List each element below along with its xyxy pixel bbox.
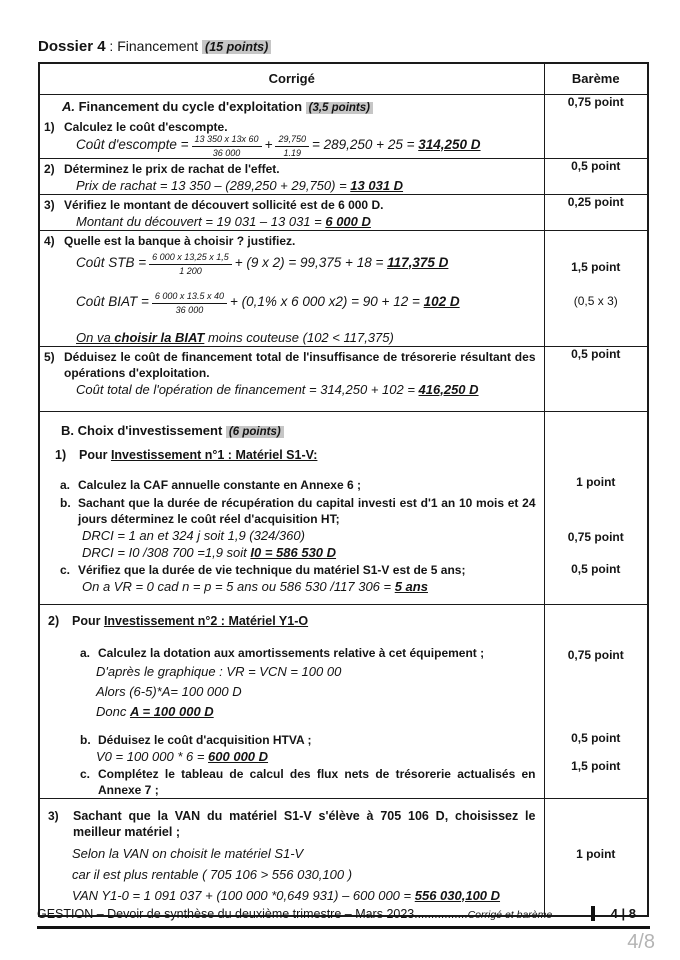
row-q2 — [39, 158, 648, 194]
question-1 — [40, 119, 544, 135]
van-answer-line3 — [72, 887, 544, 904]
table-header-row — [39, 63, 648, 94]
answer-3-expression: Montant du découvert = 19 031 – 13 031 = — [76, 213, 326, 229]
answer-1-formula — [76, 135, 544, 158]
item-c-text: Vérifiez que la durée de vie technique du matériel S1-V est de 5 ans; — [78, 562, 466, 577]
bareme-invest2-b: 0,5 point — [571, 730, 621, 745]
van-question — [40, 808, 544, 840]
invest1-item-c — [40, 562, 544, 578]
invest1-item-b — [40, 495, 544, 527]
invest1-drci-line2 — [82, 544, 544, 561]
conclusion-suffix: moins couteuse (102 < 117,375) — [204, 329, 394, 345]
fraction-1-denominator: 36 000 — [212, 147, 241, 158]
answer-5-result: 416,250 D — [418, 381, 479, 397]
biat-result: 102 D — [423, 293, 460, 309]
biat-fraction — [152, 292, 227, 315]
item-b-text: Sachant que la durée de récupération du capital investi est d'1 an 10 mois et 24 jours déterminez le coût réel d'acquisition HT; — [78, 495, 536, 526]
question-5 — [40, 349, 544, 381]
invest2-graph-line1: D'après le graphique : VR = VCN = 100 00 — [96, 663, 342, 679]
invest2-item-a — [40, 645, 544, 661]
item-c-label: c. — [60, 562, 71, 577]
formula-middle: = 289,250 + 25 = — [312, 136, 419, 152]
page-counter-watermark: 4/8 — [627, 931, 655, 953]
answer-3-result: 6 000 D — [325, 213, 371, 229]
invest1-title: Investissement n°1 : Matériel S1-V: — [110, 447, 318, 462]
biat-numerator: 6 000 x 13.5 x 40 — [152, 292, 227, 304]
correction-table — [38, 62, 649, 917]
section-a-heading — [40, 98, 544, 117]
donc-prefix: Donc — [96, 703, 130, 719]
stb-prefix: Coût STB = — [76, 254, 147, 270]
invest2-graph-line2: Alors (6-5)*A= 100 000 D — [96, 683, 242, 699]
question-1-number: 1) — [44, 119, 55, 134]
answer-4-biat-formula — [76, 292, 544, 315]
invest1-item-a — [40, 477, 544, 493]
biat-denominator: 36 000 — [175, 304, 204, 315]
question-5-text: Déduisez le coût de financement total de l'insuffisance de trésorerie résultant des opérations d'exploitation. — [64, 349, 536, 380]
conclusion-choice: choisir la BIAT — [114, 329, 205, 345]
fraction-2-numerator: 29,750 — [275, 135, 309, 147]
item2-c-text: Complétez le tableau de calcul des flux nets de trésorerie actualisés en Annexe 7 ; — [98, 766, 536, 797]
bareme-q3: 0,25 point — [567, 194, 624, 209]
v0-expression: V0 = 100 000 * 6 = — [96, 748, 209, 764]
bareme-invest2-c: 1,5 point — [571, 758, 621, 773]
fraction-2 — [275, 135, 309, 158]
invest2-v0-line — [96, 748, 544, 765]
question-2-text: Déterminez le prix de rachat de l'effet. — [64, 161, 280, 176]
question-1-text: Calculez le coût d'escompte. — [64, 119, 228, 134]
section-b-letter: B. — [61, 422, 74, 438]
footer-dots: ................ — [414, 907, 468, 921]
stb-numerator: 6 000 x 13,25 x 1,5 — [149, 253, 232, 265]
page-title — [38, 38, 271, 55]
section-a-letter: A. — [62, 98, 75, 114]
question-3-text: Vérifiez le montant de découvert sollicité est de 6 000 D. — [64, 197, 384, 212]
answer-3 — [76, 213, 544, 230]
item2-a-text: Calculez la dotation aux amortissements relative à cet équipement ; — [98, 645, 485, 660]
answer-5-expression: Coût total de l'opération de financement = 314,250 + 102 = — [76, 381, 419, 397]
v0-result: 600 000 D — [208, 748, 269, 764]
dossier-label: Dossier 4 — [38, 38, 106, 55]
plus-sign: + — [264, 136, 273, 152]
invest1-number: 1) — [55, 447, 67, 462]
invest2-graph-line3 — [96, 703, 544, 720]
item2-c-label: c. — [80, 766, 91, 781]
biat-middle: + (0,1% x 6 000 x2) = 90 + 12 = — [229, 293, 424, 309]
item2-a-label: a. — [80, 645, 91, 660]
row-q1 — [39, 94, 648, 158]
stb-result: 117,375 D — [387, 254, 449, 270]
bareme-invest2-a: 0,75 point — [567, 647, 624, 662]
item2-b-text: Déduisez le coût d'acquisition HTVA ; — [98, 732, 312, 747]
dossier-points-badge: (15 points) — [202, 40, 271, 54]
answer-2-result: 13 031 D — [350, 177, 404, 193]
bareme-q5: 0,5 point — [571, 346, 621, 361]
van-question-text: Sachant que la VAN du matériel S1-V s'élève à 705 106 D, choisissez le meilleur matériel ; — [73, 808, 536, 839]
invest1-drci-line1: DRCI = 1 an et 324 j soit 1,9 (324/360) — [82, 527, 305, 543]
invest2-item-b — [40, 732, 544, 748]
item-a-label: a. — [60, 477, 71, 492]
fraction-1-numerator: 13 350 x 13x 60 — [192, 135, 262, 147]
invest1-vr-line — [82, 578, 544, 595]
page-footer — [37, 906, 650, 929]
question-3 — [40, 197, 544, 213]
answer-1-result: 314,250 D — [418, 136, 481, 152]
row-q3 — [39, 194, 648, 230]
invest1-prefix: Pour — [79, 447, 111, 462]
question-4 — [40, 233, 544, 249]
answer-2-expression: Prix de rachat = 13 350 – (289,250 + 29,750) = — [76, 177, 351, 193]
question-4-number: 4) — [44, 233, 55, 248]
section-b-heading — [40, 422, 544, 441]
donc-result: A = 100 000 D — [129, 703, 214, 719]
stb-denominator: 1 200 — [179, 265, 202, 276]
bareme-q2: 0,5 point — [571, 158, 621, 173]
conclusion-prefix: On va — [76, 329, 115, 345]
question-5-number: 5) — [44, 349, 55, 364]
question-3-number: 3) — [44, 197, 55, 212]
footer-separator-bar — [591, 906, 595, 921]
section-b-title: Choix d'investissement — [74, 422, 226, 438]
bareme-q4-detail: (0,5 x 3) — [573, 293, 618, 308]
stb-fraction — [149, 253, 232, 276]
item2-b-label: b. — [80, 732, 91, 747]
invest2-item-c — [40, 766, 544, 798]
invest2-prefix: Pour — [72, 613, 104, 628]
section-b-points-badge: (6 points) — [226, 426, 284, 438]
vr-expression: On a VR = 0 cad n = p = 5 ans ou 586 530 /117 306 = — [82, 578, 395, 594]
van-result: 556 030,100 D — [414, 887, 501, 903]
dossier-subject: Financement — [117, 38, 203, 54]
fraction-2-denominator: 1.19 — [283, 147, 301, 158]
row-invest2 — [39, 604, 648, 798]
row-van — [39, 798, 648, 916]
invest1-heading — [40, 447, 544, 463]
question-2 — [40, 161, 544, 177]
van-answer-line1: Selon la VAN on choisit le matériel S1-V — [72, 845, 304, 861]
question-2-number: 2) — [44, 161, 55, 176]
conclusion-underlined — [76, 330, 204, 345]
footer-course-title: GESTION – Devoir de synthèse du deuxième trimestre – Mars 2023 — [37, 907, 415, 921]
fraction-1 — [192, 135, 262, 158]
bareme-invest1-c: 0,5 point — [571, 561, 621, 576]
invest2-number: 2) — [48, 613, 60, 628]
answer-4-stb-formula — [76, 253, 544, 276]
formula-prefix: Coût d'escompte = — [76, 136, 189, 152]
van-expression: VAN Y1-0 = 1 091 037 + (100 000 *0,649 931) – 600 000 = — [72, 887, 415, 903]
vr-result: 5 ans — [394, 578, 428, 594]
van-answer-line2: car il est plus rentable ( 705 106 > 556 030,100 ) — [72, 866, 353, 882]
bareme-invest1-b: 0,75 point — [567, 529, 624, 544]
bareme-header-cell: Barème — [544, 63, 648, 94]
item-b-label: b. — [60, 495, 71, 510]
answer-2 — [76, 177, 544, 194]
section-a-title: Financement du cycle d'exploitation — [75, 98, 306, 114]
footer-page-number: 4 | 8 — [610, 906, 636, 921]
drci2-expression: DRCI = I0 /308 700 =1,9 soit — [82, 544, 251, 560]
title-separator: : — [105, 38, 118, 54]
bareme-q1: 0,75 point — [567, 94, 624, 109]
biat-prefix: Coût BIAT = — [76, 293, 149, 309]
bareme-van: 1 point — [576, 846, 616, 861]
drci2-result: I0 = 586 530 D — [250, 544, 337, 560]
section-a-points-badge: (3,5 points) — [306, 102, 373, 114]
item-a-text: Calculez la CAF annuelle constante en Annexe 6 ; — [78, 477, 361, 492]
answer-5 — [76, 381, 544, 398]
invest2-title: Investissement n°2 : Matériel Y1-O — [103, 613, 309, 628]
row-q5 — [39, 346, 648, 411]
bareme-invest1-a: 1 point — [576, 474, 616, 489]
stb-middle: + (9 x 2) = 99,375 + 18 = — [234, 254, 388, 270]
question-4-text: Quelle est la banque à choisir ? justifiez. — [64, 233, 296, 248]
answer-4-conclusion — [76, 329, 544, 346]
row-invest1 — [39, 411, 648, 604]
invest2-heading — [40, 613, 544, 629]
van-question-number: 3) — [48, 808, 59, 823]
bareme-q4-main: 1,5 point — [571, 259, 621, 274]
row-q4 — [39, 230, 648, 346]
footer-doc-type: Corrigé et barème — [467, 909, 553, 921]
corrige-header-cell: Corrigé — [39, 63, 544, 94]
